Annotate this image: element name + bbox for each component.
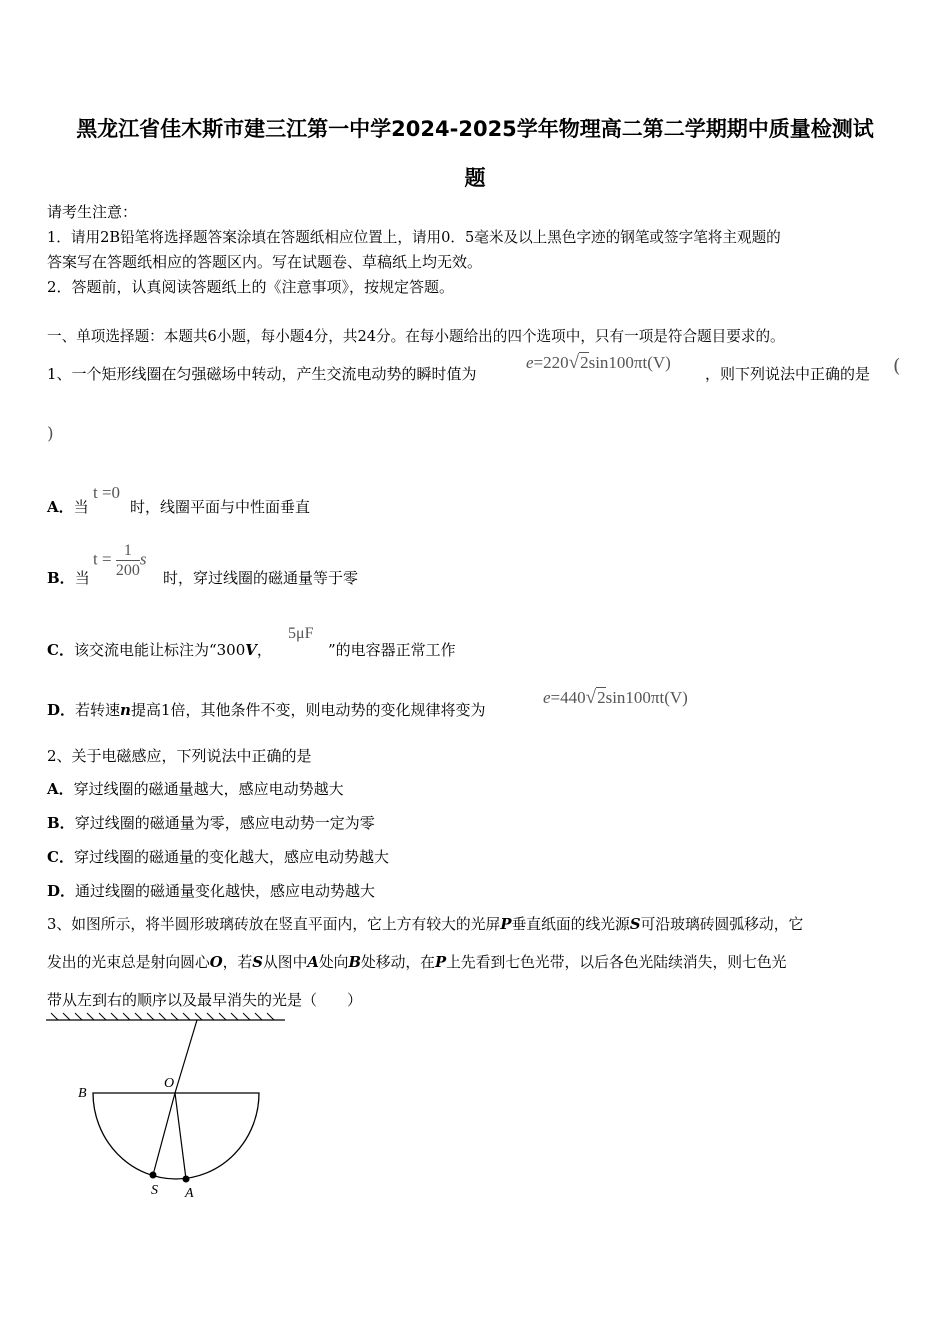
screen-hatch-mark bbox=[219, 1013, 226, 1020]
q1-option-a bbox=[47, 497, 89, 517]
label-o: O bbox=[164, 1076, 175, 1091]
q3-var-p: P bbox=[434, 954, 447, 971]
page-title-continued: 题 bbox=[464, 166, 486, 190]
option-letter: B． bbox=[47, 569, 75, 587]
option-text: 穿过线圈的磁通量越大，感应电动势越大 bbox=[73, 780, 344, 798]
label-b: B bbox=[78, 1086, 87, 1101]
q3-text: 上先看到七色光带，以后各色光陆续消失，则七色光 bbox=[446, 954, 787, 971]
formula-lhs: t = bbox=[93, 549, 112, 569]
fraction-numerator: 1 bbox=[116, 541, 140, 561]
option-letter: C． bbox=[47, 641, 74, 659]
screen-hatch-mark bbox=[207, 1013, 214, 1020]
screen-hatch-mark bbox=[99, 1013, 106, 1020]
formula-root: 2 bbox=[597, 688, 606, 707]
q2-option-d bbox=[47, 881, 375, 901]
screen-hatch-mark bbox=[255, 1013, 262, 1020]
screen-hatch-mark bbox=[75, 1013, 82, 1020]
q1-option-a-text: 时，线圈平面与中性面垂直 bbox=[130, 498, 311, 516]
q1-formula-eq: =220 bbox=[533, 353, 569, 372]
q1-option-a-formula: t =0 bbox=[93, 483, 121, 502]
label-s: S bbox=[151, 1183, 158, 1198]
option-comma: ， bbox=[256, 641, 272, 659]
q1-option-c bbox=[47, 640, 272, 660]
q3-text: 可沿玻璃砖圆弧移动，它 bbox=[640, 916, 804, 933]
q3-stem-line-1 bbox=[47, 915, 803, 935]
q3-text: 垂直纸面的线光源 bbox=[511, 916, 630, 933]
screen-hatch-mark bbox=[123, 1013, 130, 1020]
option-letter: B． bbox=[47, 814, 75, 832]
point-a bbox=[183, 1176, 190, 1183]
normal-line bbox=[175, 1093, 186, 1179]
q1-stem: 1、一个矩形线圈在匀强磁场中转动，产生交流电动势的瞬时值为 bbox=[47, 365, 477, 383]
q2-option-b bbox=[47, 813, 375, 833]
q1-option-b-formula bbox=[93, 541, 146, 580]
option-letter: A． bbox=[47, 498, 74, 516]
q3-var-o: O bbox=[209, 954, 223, 971]
screen-hatch-mark bbox=[111, 1013, 118, 1020]
q1-option-c-formula: 5μF bbox=[288, 625, 314, 642]
option-text: 穿过线圈的磁通量的变化越大，感应电动势越大 bbox=[73, 848, 389, 866]
q3-text: ，若 bbox=[222, 954, 253, 971]
q3-var-s: S bbox=[252, 954, 263, 971]
q1-formula-tail: sin100πt bbox=[588, 353, 648, 372]
notice-heading: 请考生注意： bbox=[47, 203, 138, 221]
q1-close-paren: ) bbox=[47, 424, 54, 444]
formula-unit: s bbox=[139, 549, 147, 569]
q2-option-a bbox=[47, 779, 344, 799]
section-heading: 一、单项选择题：本题共6小题，每小题4分，共24分。在每小题给出的四个选项中，只有一项是符合题目要求的。 bbox=[47, 328, 785, 345]
option-text: 穿过线圈的磁通量为零，感应电动势一定为零 bbox=[74, 814, 375, 832]
screen-hatch-mark bbox=[159, 1013, 166, 1020]
formula-tail: sin100πt bbox=[605, 688, 665, 707]
q1-stem-suffix: ，则下列说法中正确的是 bbox=[705, 365, 871, 383]
q3-var-a: A bbox=[307, 954, 319, 971]
formula-unit: (V) bbox=[664, 688, 688, 707]
option-pre: 当 bbox=[74, 569, 90, 587]
q1-formula-lhs: e bbox=[526, 353, 534, 372]
screen-hatch-mark bbox=[51, 1013, 58, 1020]
light-screen bbox=[46, 1013, 285, 1020]
q1-option-c-text: ”的电容器正常工作 bbox=[328, 641, 456, 659]
q2-option-c bbox=[47, 847, 389, 867]
screen-hatch-mark bbox=[87, 1013, 94, 1020]
q3-text: 处向 bbox=[318, 954, 349, 971]
option-letter: D． bbox=[47, 701, 76, 719]
q1-formula-unit: (V) bbox=[647, 353, 671, 372]
option-pre: 当 bbox=[73, 498, 89, 516]
screen-hatch-mark bbox=[63, 1013, 70, 1020]
option-pre: 该交流电能让标注为“300 bbox=[73, 641, 246, 659]
q1-formula: e=220√2sin100πt(V) bbox=[526, 352, 671, 373]
notice-item-2: 2．答题前，认真阅读答题纸上的《注意事项》，按规定答题。 bbox=[47, 278, 455, 296]
option-letter: D． bbox=[47, 882, 76, 900]
q1-option-d-formula: e=440√2sin100πt(V) bbox=[543, 687, 688, 708]
q3-stem-line-2 bbox=[47, 953, 786, 973]
fraction-denominator: 200 bbox=[115, 562, 140, 579]
screen-hatch-mark bbox=[195, 1013, 202, 1020]
q1-formula-root: 2 bbox=[580, 353, 589, 372]
q3-text: 从图中 bbox=[262, 954, 308, 971]
screen-hatch-mark bbox=[243, 1013, 250, 1020]
option-unit: V bbox=[245, 641, 257, 659]
refracted-ray bbox=[175, 1020, 197, 1093]
q3-text: 处移动，在 bbox=[360, 954, 435, 971]
screen-hatch-mark bbox=[183, 1013, 190, 1020]
option-var-n: n bbox=[120, 701, 131, 719]
option-letter: A． bbox=[47, 780, 74, 798]
semicircle-glass bbox=[93, 1093, 259, 1179]
option-mid: 提高1倍，其他条件不变，则电动势的变化规律将变为 bbox=[130, 701, 486, 719]
screen-hatch-mark bbox=[171, 1013, 178, 1020]
option-pre: 若转速 bbox=[75, 701, 121, 719]
page-title: 黑龙江省佳木斯市建三江第一中学2024-2025学年物理高二第二学期期中质量检测试 bbox=[76, 117, 874, 141]
q1-option-b-text: 时，穿过线圈的磁通量等于零 bbox=[163, 569, 359, 587]
notice-item-1: 1．请用2B铅笔将选择题答案涂填在答题纸相应位置上，请用0．5毫米及以上黑色字迹的钢笔或签字笔将主观题的 bbox=[47, 229, 781, 246]
screen-hatch-mark bbox=[267, 1013, 274, 1020]
q2-stem: 2、关于电磁感应，下列说法中正确的是 bbox=[47, 747, 312, 765]
q3-stem-line-3: 带从左到右的顺序以及最早消失的光是（ ） bbox=[47, 991, 363, 1009]
option-text: 通过线圈的磁通量变化越快，感应电动势越大 bbox=[75, 882, 376, 900]
notice-item-1-cont: 答案写在答题纸相应的答题区内。写在试题卷、草稿纸上均无效。 bbox=[47, 253, 483, 271]
light-source-s bbox=[150, 1172, 157, 1179]
q3-var-p: P bbox=[500, 916, 512, 933]
screen-hatch-mark bbox=[147, 1013, 154, 1020]
screen-hatch-mark bbox=[135, 1013, 142, 1020]
formula-eq: =440 bbox=[550, 688, 586, 707]
label-a: A bbox=[185, 1186, 194, 1201]
q3-text: 发出的光束总是射向圆心 bbox=[47, 954, 210, 971]
q3-text: 3、如图所示，将半圆形玻璃砖放在竖直平面内，它上方有较大的光屏 bbox=[47, 916, 501, 933]
q1-open-paren: ( bbox=[893, 355, 901, 377]
option-letter: C． bbox=[47, 848, 74, 866]
q1-option-d bbox=[47, 700, 485, 720]
screen-hatch-mark bbox=[231, 1013, 238, 1020]
incident-ray bbox=[153, 1093, 175, 1175]
q3-var-b: B bbox=[348, 954, 361, 971]
q3-var-s: S bbox=[629, 916, 641, 933]
q3-figure bbox=[40, 1012, 300, 1208]
q1-option-b bbox=[47, 568, 90, 588]
formula-lhs: e bbox=[543, 688, 551, 707]
